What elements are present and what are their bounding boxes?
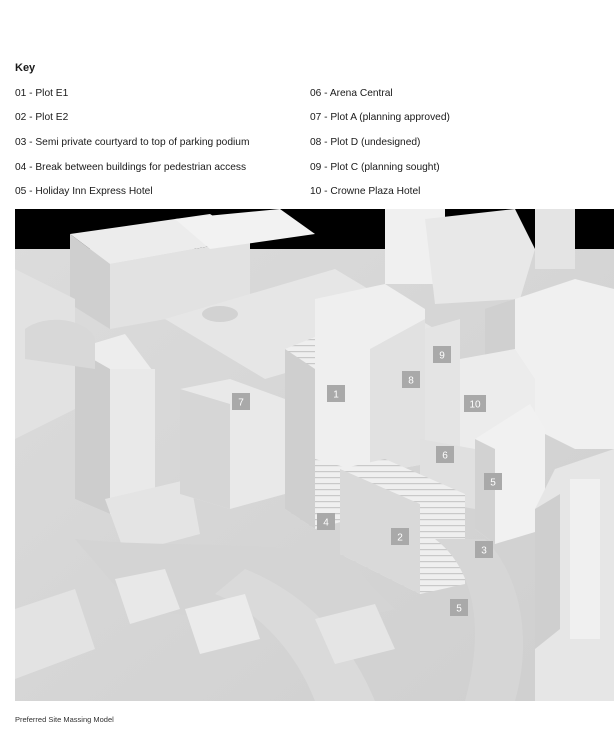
marker-10 — [464, 395, 486, 412]
svg-text:5: 5 — [490, 477, 496, 489]
key-item-03: 03 - Semi private courtyard to top of parking podium — [15, 137, 250, 148]
marker-1 — [327, 385, 345, 402]
marker-5-low — [450, 599, 468, 616]
key-item-01: 01 - Plot E1 — [15, 88, 69, 99]
marker-7 — [232, 393, 250, 410]
key-item-06: 06 - Arena Central — [310, 88, 393, 99]
marker-6 — [436, 446, 454, 463]
svg-text:6: 6 — [442, 450, 448, 462]
key-title: Key — [15, 62, 36, 74]
key-item-08: 08 - Plot D (undesigned) — [310, 137, 421, 148]
marker-4 — [317, 513, 335, 530]
svg-text:2: 2 — [397, 532, 403, 544]
key-item-04: 04 - Break between buildings for pedestrian access — [15, 162, 247, 173]
svg-text:5: 5 — [456, 603, 462, 615]
svg-text:4: 4 — [323, 517, 329, 529]
key-item-07: 07 - Plot A (planning approved) — [310, 112, 450, 123]
svg-text:10: 10 — [469, 399, 481, 411]
key-item-02: 02 - Plot E2 — [15, 112, 69, 123]
marker-9 — [433, 346, 451, 363]
marker-8 — [402, 371, 420, 388]
marker-3 — [475, 541, 493, 558]
figure-caption: Preferred Site Massing Model — [15, 715, 114, 724]
marker-5-tower — [484, 473, 502, 490]
svg-text:7: 7 — [238, 397, 244, 409]
svg-text:3: 3 — [481, 545, 487, 557]
svg-text:9: 9 — [439, 350, 445, 362]
key-item-10: 10 - Crowne Plaza Hotel — [310, 186, 421, 197]
key-item-05: 05 - Holiday Inn Express Hotel — [15, 186, 153, 197]
svg-text:8: 8 — [408, 375, 414, 387]
svg-text:1: 1 — [333, 389, 339, 401]
marker-2 — [391, 528, 409, 545]
key-item-09: 09 - Plot C (planning sought) — [310, 162, 440, 173]
massing-model-photo — [15, 209, 614, 701]
